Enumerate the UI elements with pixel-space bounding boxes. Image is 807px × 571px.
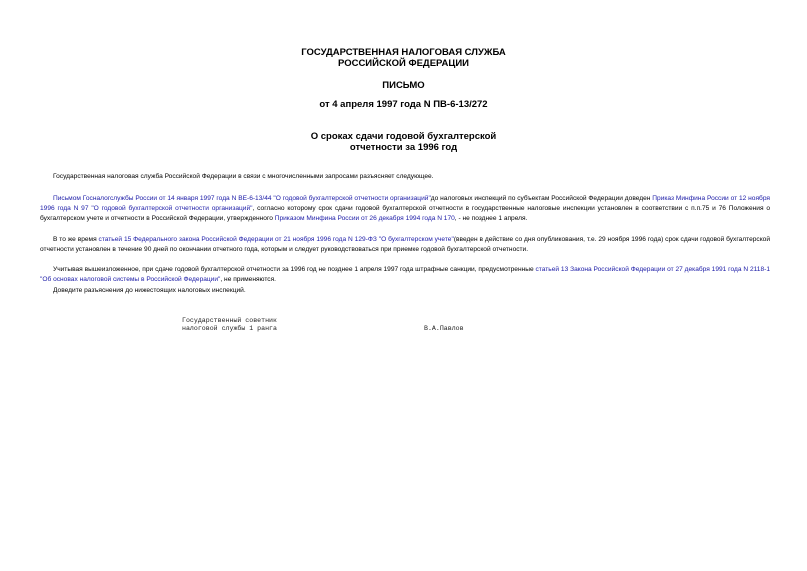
link-law-129-fz[interactable]: статьей 15 Федерального закона Российской Федерации от 21 ноября 1996 года N 129-ФЗ "О бухгалтерском учете" bbox=[98, 236, 454, 243]
link-order-minfin-170[interactable]: Приказом Минфина России от 26 декабря 1994 года N 170 bbox=[274, 215, 455, 222]
link-law-2118-1[interactable]: статьей 13 Закона Российской Федерации от 27 декабря 1991 года N 2118-1 "Об основах налоговой системы в Российской Федерации" bbox=[40, 266, 770, 283]
paragraph-text: (введен в действие со дня опубликования, т.е. 29 ноября 1996 года) срок сдачи годовой бухгалтерской отчетности установлен в течение 90 дней по окончании отчетного года, которым и следует руководствоваться при приемке годовой бухгалтерской отчетности. bbox=[40, 236, 771, 253]
signature-title-line1: Государственный советник bbox=[182, 317, 277, 324]
paragraph-text: В то же время bbox=[53, 236, 99, 243]
paragraph-text: Учитывая вышеизложенное, при сдаче годовой бухгалтерской отчетности за 1996 год не позднее 1 апреля 1997 года штрафные санкции, предусмотренные bbox=[53, 266, 536, 273]
signature-title bbox=[182, 317, 277, 333]
doc-type: ПИСЬМО bbox=[382, 80, 425, 91]
link-letter-gns-ve-6-13-44[interactable]: Письмом Госналогслужбы России от 14 января 1997 года N ВЕ-6-13/44 "О годовой бухгалтерской отчетности организаций" bbox=[53, 195, 431, 202]
link-order-minfin-97[interactable]: Приказ Минфина России от 12 ноября 1996 года N 97 "О годовой бухгалтерской отчетности организаций" bbox=[40, 195, 770, 212]
subject-line2: отчетности за 1996 год bbox=[349, 142, 458, 153]
org-name-line2: РОССИЙСКОЙ ФЕДЕРАЦИИ bbox=[337, 58, 469, 69]
paragraph-instruction: Доведите разъяснения до нижестоящих налоговых инспекций. bbox=[53, 287, 246, 294]
paragraph-federal-law bbox=[40, 235, 770, 255]
paragraph-text: , согласно которому срок сдачи годовой бухгалтерской отчетности в государственные налоговые инспекции установлен в соответствии с п.п.75 и 76 Положения о бухгалтерском учете и отчетности в Российской Федерации, утвержденного bbox=[40, 205, 770, 222]
subject-line1: О сроках сдачи годовой бухгалтерской bbox=[310, 131, 497, 142]
paragraph-text: до налоговых инспекций по субъектам Российской Федерации доведен bbox=[430, 195, 653, 202]
paragraph-sanctions bbox=[40, 265, 770, 285]
signature-title-line2: налоговой службы 1 ранга bbox=[182, 325, 277, 332]
doc-subject bbox=[0, 131, 807, 153]
paragraph-text: , не применяются. bbox=[220, 276, 276, 283]
paragraph-deadline bbox=[40, 194, 770, 224]
paragraph-intro: Государственная налоговая служба Российской Федерации в связи с многочисленными запросами разъясняет следующее. bbox=[53, 173, 434, 180]
paragraph-text: , - не позднее 1 апреля. bbox=[454, 215, 528, 222]
document-header bbox=[0, 47, 807, 69]
org-name-line1: ГОСУДАРСТВЕННАЯ НАЛОГОВАЯ СЛУЖБА bbox=[301, 47, 506, 58]
signature-name: В.А.Павлов bbox=[424, 325, 464, 332]
doc-date-number: от 4 апреля 1997 года N ПВ-6-13/272 bbox=[319, 99, 488, 110]
